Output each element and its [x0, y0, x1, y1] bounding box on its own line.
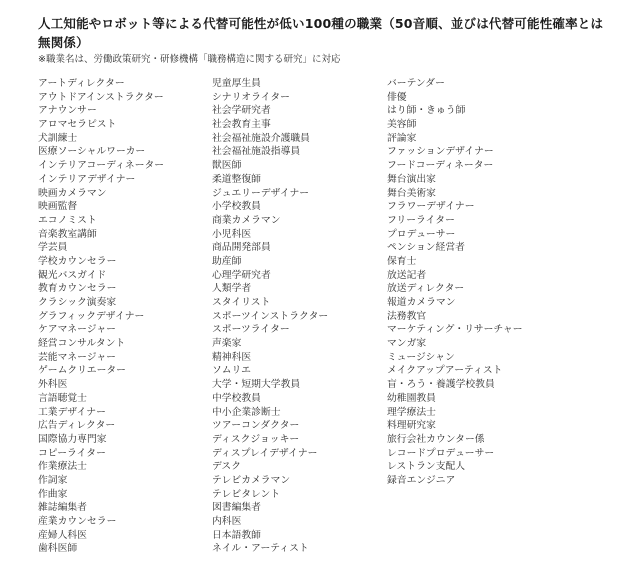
occupation-column-1: [38, 77, 213, 556]
occupation-item: スポーツライター: [212, 324, 290, 336]
occupation-item: 雑誌編集者: [38, 502, 87, 514]
occupation-item: 社会福祉施設指導員: [212, 146, 301, 158]
occupation-item: ソムリエ: [212, 365, 251, 377]
page-title: 人工知能やロボット等による代替可能性が低い100種の職業（50音順、並びは代替可能性確率とは無関係）: [38, 16, 604, 50]
occupation-item: 内科医: [212, 516, 242, 527]
occupation-item: 犬訓練士: [38, 132, 78, 144]
occupation-item: 商品開発部員: [212, 242, 271, 254]
occupation-item: 経営コンサルタント: [38, 338, 126, 350]
occupation-item: 日本語教師: [212, 529, 261, 541]
occupation-item: 小児科医: [212, 228, 252, 240]
occupation-item: デスク: [212, 461, 241, 473]
occupation-item: 幼稚園教員: [387, 392, 436, 404]
occupation-item: 外科医: [38, 379, 68, 391]
occupation-item: アートディレクター: [38, 78, 125, 89]
occupation-item: 産業カウンセラー: [38, 516, 117, 527]
occupation-item: ファッションデザイナー: [387, 146, 494, 158]
occupation-item: 産婦人科医: [38, 529, 87, 541]
occupation-item: フラワーデザイナー: [387, 201, 475, 213]
occupation-item: 作曲家: [38, 488, 68, 500]
occupation-item: インテリアデザイナー: [38, 173, 136, 185]
occupation-item: 舞台演出家: [387, 173, 436, 185]
occupation-item: コピーライター: [38, 447, 106, 459]
occupation-item: ゲームクリエーター: [38, 365, 126, 377]
occupation-item: 中学校教員: [212, 392, 261, 404]
occupation-item: ジュエリーデザイナー: [212, 187, 310, 199]
occupation-item: 社会教育主事: [212, 119, 271, 131]
occupation-item: シナリオライター: [212, 91, 290, 103]
source-note: ※職業名は、労働政策研究・研修機構「職務構造に関する研究」に対応: [38, 54, 341, 65]
occupation-item: 図書編集者: [212, 502, 261, 514]
occupation-item: 映画監督: [38, 201, 78, 213]
occupation-item: ディスクジョッキー: [212, 433, 300, 445]
occupation-item: 学芸員: [38, 242, 68, 254]
occupation-item: 助産師: [212, 255, 242, 267]
occupation-item: 報道カメラマン: [387, 297, 456, 308]
occupation-item: ミュージシャン: [387, 351, 455, 363]
occupation-column-3: [387, 77, 562, 488]
occupation-item: 録音エンジニア: [387, 474, 456, 486]
occupation-item: 芸能マネージャー: [38, 351, 116, 363]
occupation-item: 児童厚生員: [212, 78, 261, 89]
occupation-item: テレビカメラマン: [212, 474, 291, 486]
occupation-item: アロマセラピスト: [38, 119, 117, 131]
occupation-item: 作業療法士: [38, 461, 87, 473]
occupation-item: メイクアップアーティスト: [387, 365, 503, 377]
occupation-item: ケアマネージャー: [38, 324, 116, 336]
occupation-item: グラフィックデザイナー: [38, 310, 145, 322]
occupation-item: 料理研究家: [387, 420, 436, 432]
occupation-item: スタイリスト: [212, 297, 271, 308]
occupation-item: スポーツインストラクター: [212, 310, 329, 322]
occupation-item: 盲・ろう・養護学校教員: [387, 379, 495, 391]
occupation-item: 小学校教員: [212, 201, 261, 213]
occupation-item: 中小企業診断士: [212, 406, 281, 418]
occupation-item: 評論家: [387, 132, 417, 144]
occupation-item: インテリアコーディネーター: [38, 160, 165, 172]
occupation-item: 教育カウンセラー: [38, 283, 117, 295]
occupation-item: クラシック演奏家: [38, 297, 117, 308]
occupation-item: 言語聴覚士: [38, 392, 87, 404]
occupation-item: レコードプロデューサー: [387, 447, 495, 459]
occupation-item: ペンション経営者: [387, 242, 465, 254]
occupation-item: ディスプレイデザイナー: [212, 447, 318, 459]
occupation-item: アナウンサー: [38, 105, 97, 117]
occupation-item: はり師・きゅう師: [387, 105, 466, 117]
occupation-item: 人類学者: [212, 283, 252, 295]
occupation-item: 放送ディレクター: [387, 283, 465, 295]
occupation-item: 俳優: [387, 91, 407, 103]
occupation-item: 声楽家: [212, 338, 242, 350]
occupation-item: 心理学研究者: [212, 269, 271, 281]
occupation-item: 社会学研究者: [212, 105, 271, 117]
occupation-item: フードコーディネーター: [387, 160, 494, 172]
occupation-item: 社会福祉施設介護職員: [212, 132, 310, 144]
occupation-item: ネイル・アーティスト: [212, 543, 309, 555]
occupation-item: 学校カウンセラー: [38, 255, 117, 267]
occupation-item: 医療ソーシャルワーカー: [38, 146, 146, 158]
occupation-item: マーケティング・リサーチャー: [387, 324, 523, 336]
occupation-item: レストラン支配人: [387, 461, 466, 473]
occupation-item: 精神科医: [212, 351, 252, 363]
occupation-item: 柔道整復師: [212, 173, 261, 185]
occupation-item: 舞台美術家: [387, 187, 436, 199]
occupation-item: 大学・短期大学教員: [212, 379, 301, 391]
occupation-item: 法務教官: [387, 310, 427, 322]
occupation-item: 歯科医師: [38, 543, 78, 555]
occupation-item: 作詞家: [38, 474, 68, 486]
occupation-item: 工業デザイナー: [38, 406, 106, 418]
occupation-item: 観光バスガイド: [38, 269, 107, 281]
occupation-item: 音楽教室講師: [38, 228, 97, 240]
occupation-column-2: [212, 77, 387, 556]
occupation-item: 広告ディレクター: [38, 420, 116, 432]
occupation-item: アウトドアインストラクター: [38, 91, 164, 103]
occupation-item: 商業カメラマン: [212, 214, 281, 226]
occupation-item: プロデューサー: [387, 228, 456, 240]
occupation-item: 美容師: [387, 119, 417, 131]
occupation-item: エコノミスト: [38, 214, 97, 226]
occupation-item: 獣医師: [212, 160, 242, 172]
occupation-item: 保育士: [387, 255, 417, 267]
occupation-item: フリーライター: [387, 214, 455, 226]
occupation-item: ツアーコンダクター: [212, 420, 300, 432]
occupation-item: 映画カメラマン: [38, 187, 107, 199]
occupation-item: バーテンダー: [387, 78, 445, 89]
occupation-item: 国際協力専門家: [38, 433, 107, 445]
occupation-item: テレビタレント: [212, 488, 281, 500]
occupation-item: 旅行会社カウンター係: [387, 433, 485, 445]
occupation-item: 放送記者: [387, 269, 427, 281]
occupation-item: 理学療法士: [387, 406, 436, 418]
occupation-item: マンガ家: [387, 338, 427, 350]
